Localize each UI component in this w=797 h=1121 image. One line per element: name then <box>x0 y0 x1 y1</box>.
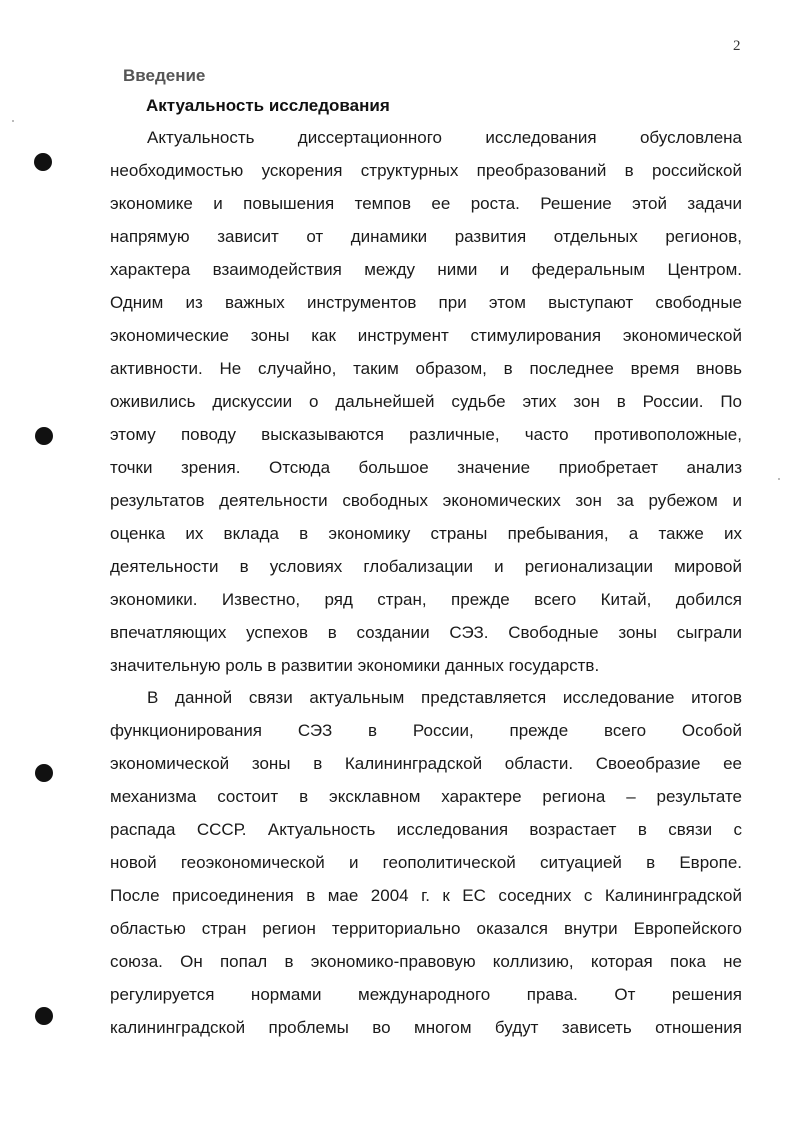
text-line: областью стран регион территориально оказался внутри Европейского <box>110 919 742 938</box>
text-line: механизма состоит в эксклавном характере региона – результате <box>110 787 742 806</box>
text-line: функционирования СЭЗ в России, прежде всего Особой <box>110 721 742 740</box>
text-line: распада СССР. Актуальность исследования возрастает в связи с <box>110 820 742 839</box>
text-line: впечатляющих успехов в создании СЭЗ. Свободные зоны сыграли <box>110 623 742 642</box>
text-line: оживились дискуссии о дальнейшей судьбе этих зон в России. По <box>110 392 742 411</box>
punch-hole <box>35 427 53 445</box>
text-line: регулируется нормами международного права. От решения <box>110 985 742 1004</box>
scan-speck <box>778 478 780 480</box>
section-heading: Введение <box>123 66 206 85</box>
text-line: характера взаимодействия между ними и федеральным Центром. <box>110 260 742 279</box>
text-line: активности. Не случайно, таким образом, в последнее время вновь <box>110 359 742 378</box>
text-line: экономики. Известно, ряд стран, прежде всего Китай, добился <box>110 590 742 609</box>
text-line: экономические зоны как инструмент стимулирования экономической <box>110 326 742 345</box>
text-line: Одним из важных инструментов при этом выступают свободные <box>110 293 742 312</box>
text-line: оценка их вклада в экономику страны пребывания, а также их <box>110 524 742 543</box>
text-line: точки зрения. Отсюда большое значение приобретает анализ <box>110 458 742 477</box>
text-line: этому поводу высказываются различные, часто противоположные, <box>110 425 742 444</box>
text-line: После присоединения в мае 2004 г. к ЕС соседних с Калининградской <box>110 886 742 905</box>
subsection-heading: Актуальность исследования <box>146 96 390 115</box>
punch-hole <box>35 764 53 782</box>
punch-hole <box>34 153 52 171</box>
text-line: деятельности в условиях глобализации и регионализации мировой <box>110 557 742 576</box>
scan-speck <box>12 120 14 122</box>
text-line: союза. Он попал в экономико-правовую коллизию, которая пока не <box>110 952 742 971</box>
text-line: экономике и повышения темпов ее роста. Решение этой задачи <box>110 194 742 213</box>
text-line: результатов деятельности свободных экономических зон за рубежом и <box>110 491 742 510</box>
text-line: новой геоэкономической и геополитической ситуацией в Европе. <box>110 853 742 872</box>
punch-hole <box>35 1007 53 1025</box>
text-line: В данной связи актуальным представляется исследование итогов <box>147 688 742 707</box>
text-line: значительную роль в развитии экономики данных государств. <box>110 656 600 675</box>
page-number: 2 <box>733 38 741 54</box>
text-line: экономической зоны в Калининградской области. Своеобразие ее <box>110 754 742 773</box>
text-line: напрямую зависит от динамики развития отдельных регионов, <box>110 227 742 246</box>
text-line: Актуальность диссертационного исследования обусловлена <box>147 128 742 147</box>
text-line: необходимостью ускорения структурных преобразований в российской <box>110 161 742 180</box>
text-line: калининградской проблемы во многом будут зависеть отношения <box>110 1018 742 1037</box>
